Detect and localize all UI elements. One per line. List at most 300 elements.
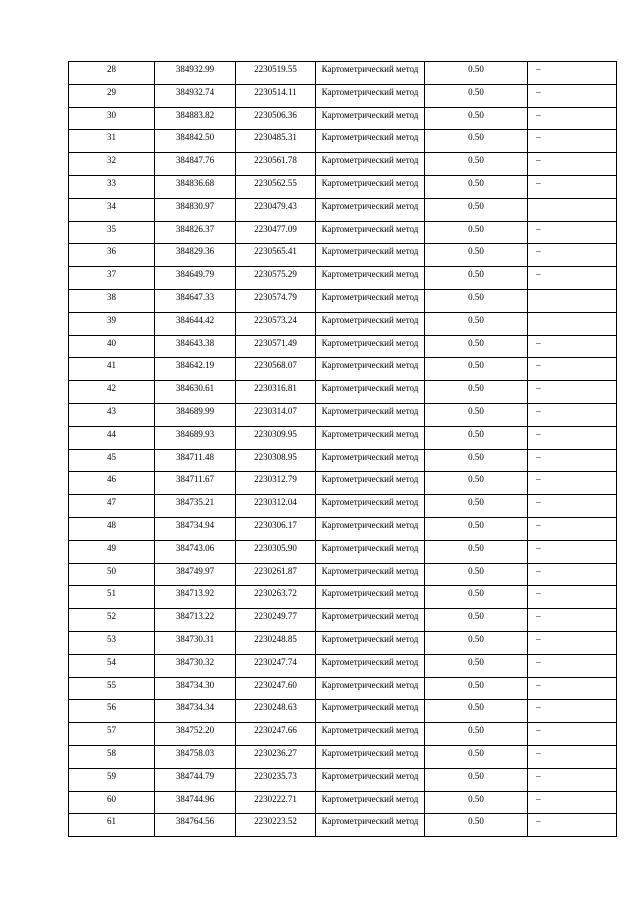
table-row [69,449,617,472]
coordinate-x-cell-text: 384644.42 [175,314,215,325]
note-cell [528,153,617,176]
coordinate-x-cell [155,517,236,540]
note-cell [528,586,617,609]
accuracy-cell [425,654,528,677]
coordinate-y-cell-text: 2230568.07 [254,360,297,371]
table-row [69,62,617,85]
point-number-cell [69,198,155,221]
accuracy-cell-text: 0.50 [468,64,484,74]
note-cell [528,312,617,335]
coordinate-y-cell [236,609,316,632]
point-number-cell [69,175,155,198]
method-cell [316,563,425,586]
table-row [69,130,617,153]
table-row [69,472,617,495]
accuracy-cell [425,221,528,244]
coordinate-x-cell [155,335,236,358]
coordinate-y-cell [236,267,316,290]
coordinate-x-cell [155,153,236,176]
point-number-cell-text: 59 [107,770,116,781]
coordinate-y-cell-text: 2230263.72 [254,588,297,599]
method-cell [316,791,425,814]
table-row [69,563,617,586]
accuracy-cell [425,495,528,518]
point-number-cell-text: 28 [107,64,116,74]
method-cell [316,381,425,404]
note-cell-text: – [536,155,541,166]
method-cell [316,84,425,107]
note-cell [528,654,617,677]
point-number-cell-text: 47 [107,497,116,508]
accuracy-cell-text: 0.50 [468,360,484,371]
note-cell-text: – [536,633,541,644]
method-cell [316,449,425,472]
coordinate-y-cell-text: 2230261.87 [254,565,297,576]
note-cell [528,814,617,837]
method-cell-text: Картометрический метод [321,793,419,804]
coordinate-y-cell-text: 2230574.79 [254,291,297,302]
method-cell [316,723,425,746]
coordinate-y-cell-text: 2230248.85 [254,633,297,644]
method-cell-text: Картометрический метод [321,155,419,166]
coordinate-x-cell-text: 384830.97 [175,200,215,211]
coordinate-x-cell [155,472,236,495]
point-number-cell-text: 29 [107,86,116,97]
coordinate-y-cell [236,677,316,700]
point-number-cell [69,130,155,153]
accuracy-cell [425,540,528,563]
accuracy-cell-text: 0.50 [468,770,484,781]
note-cell-text: – [536,542,541,553]
method-cell-text: Картометрический метод [321,177,419,188]
coordinate-x-cell-text: 384735.21 [175,497,215,508]
note-cell-text: – [536,109,541,120]
note-cell [528,289,617,312]
method-cell [316,495,425,518]
coordinate-y-cell [236,358,316,381]
coordinate-x-cell-text: 384744.96 [175,793,215,804]
accuracy-cell-text: 0.50 [468,200,484,211]
method-cell-text: Картометрический метод [321,86,419,97]
point-number-cell-text: 55 [107,679,116,690]
table-row [69,312,617,335]
point-number-cell [69,517,155,540]
coordinate-y-cell [236,700,316,723]
method-cell [316,198,425,221]
coordinate-x-cell [155,745,236,768]
coordinate-x-cell [155,221,236,244]
coordinate-y-cell [236,198,316,221]
coordinate-x-cell [155,814,236,837]
accuracy-cell [425,267,528,290]
method-cell-text: Картометрический метод [321,565,419,576]
accuracy-cell-text: 0.50 [468,109,484,120]
coordinate-y-cell-text: 2230506.36 [254,109,297,120]
method-cell [316,654,425,677]
accuracy-cell [425,403,528,426]
coordinate-x-cell-text: 384932.74 [175,86,215,97]
coordinate-x-cell-text: 384713.92 [175,588,215,599]
accuracy-cell [425,609,528,632]
accuracy-cell [425,62,528,85]
coordinate-x-cell [155,381,236,404]
accuracy-cell-text: 0.50 [468,291,484,302]
coordinate-x-cell [155,358,236,381]
table-row [69,221,617,244]
point-number-cell [69,153,155,176]
table-row [69,609,617,632]
accuracy-cell-text: 0.50 [468,223,484,234]
coordinate-x-cell-text: 384713.22 [175,611,215,622]
coordinate-y-cell-text: 2230308.95 [254,451,297,462]
point-number-cell-text: 38 [107,291,116,302]
point-number-cell [69,472,155,495]
coordinate-x-cell [155,84,236,107]
accuracy-cell [425,631,528,654]
note-cell [528,745,617,768]
point-number-cell [69,609,155,632]
point-number-cell-text: 41 [107,360,116,371]
method-cell-text: Картометрический метод [321,314,419,325]
table-row [69,403,617,426]
accuracy-cell-text: 0.50 [468,611,484,622]
method-cell-text: Картометрический метод [321,132,419,143]
note-cell [528,723,617,746]
note-cell-text: – [536,725,541,736]
method-cell [316,62,425,85]
note-cell [528,700,617,723]
coordinate-y-cell-text: 2230477.09 [254,223,297,234]
coordinate-y-cell [236,130,316,153]
point-number-cell-text: 54 [107,656,116,667]
note-cell [528,267,617,290]
point-number-cell-text: 37 [107,269,116,280]
accuracy-cell-text: 0.50 [468,177,484,188]
table-row [69,153,617,176]
point-number-cell-text: 34 [107,200,116,211]
accuracy-cell [425,381,528,404]
point-number-cell-text: 49 [107,542,116,553]
table-row [69,335,617,358]
method-cell-text: Картометрический метод [321,337,419,348]
coordinate-y-cell [236,631,316,654]
note-cell-text: – [536,679,541,690]
note-cell-text: – [536,246,541,257]
method-cell [316,586,425,609]
accuracy-cell [425,700,528,723]
method-cell [316,312,425,335]
method-cell [316,540,425,563]
note-cell-text: – [536,405,541,416]
note-cell-text: – [536,177,541,188]
point-number-cell [69,244,155,267]
coordinate-y-cell [236,289,316,312]
point-number-cell [69,403,155,426]
table-row [69,723,617,746]
coordinate-y-cell-text: 2230235.73 [254,770,297,781]
coordinate-y-cell [236,586,316,609]
method-cell-text: Картометрический метод [321,702,419,713]
coordinate-x-cell [155,175,236,198]
point-number-cell [69,84,155,107]
coordinate-y-cell [236,814,316,837]
note-cell-text: – [536,747,541,758]
point-number-cell-text: 46 [107,474,116,485]
point-number-cell [69,312,155,335]
point-number-cell [69,267,155,290]
method-cell [316,677,425,700]
accuracy-cell-text: 0.50 [468,702,484,713]
coordinate-y-cell-text: 2230236.27 [254,747,297,758]
method-cell [316,403,425,426]
accuracy-cell [425,335,528,358]
method-cell [316,244,425,267]
accuracy-cell [425,153,528,176]
coordinate-x-cell-text: 384734.34 [175,702,215,713]
accuracy-cell [425,814,528,837]
table-row [69,540,617,563]
point-number-cell [69,723,155,746]
accuracy-cell-text: 0.50 [468,725,484,736]
coordinate-y-cell-text: 2230314.07 [254,405,297,416]
coordinate-y-cell-text: 2230312.79 [254,474,297,485]
note-cell [528,62,617,85]
point-number-cell [69,289,155,312]
method-cell-text: Картометрический метод [321,200,419,211]
coordinate-y-cell-text: 2230561.78 [254,155,297,166]
coordinate-x-cell [155,700,236,723]
point-number-cell [69,791,155,814]
accuracy-cell-text: 0.50 [468,474,484,485]
note-cell [528,221,617,244]
method-cell [316,153,425,176]
note-cell [528,335,617,358]
point-number-cell [69,814,155,837]
coordinate-x-cell [155,198,236,221]
coordinate-x-cell-text: 384649.79 [175,269,215,280]
table-row [69,244,617,267]
accuracy-cell [425,745,528,768]
coordinate-x-cell-text: 384752.20 [175,725,215,736]
method-cell-text: Картометрический метод [321,451,419,462]
method-cell [316,609,425,632]
method-cell [316,426,425,449]
note-cell-text: – [536,383,541,394]
point-number-cell-text: 36 [107,246,116,257]
point-number-cell-text: 32 [107,155,116,166]
coordinate-y-cell [236,768,316,791]
coordinate-x-cell-text: 384749.97 [175,565,215,576]
accuracy-cell [425,130,528,153]
point-number-cell-text: 44 [107,428,116,439]
coordinate-x-cell [155,62,236,85]
method-cell [316,472,425,495]
table-row [69,768,617,791]
method-cell-text: Картометрический метод [321,633,419,644]
accuracy-cell-text: 0.50 [468,519,484,530]
method-cell-text: Картометрический метод [321,360,419,371]
coordinate-y-cell-text: 2230223.52 [254,816,297,827]
coordinate-x-cell [155,609,236,632]
note-cell-text: – [536,223,541,234]
point-number-cell-text: 56 [107,702,116,713]
coordinate-x-cell-text: 384758.03 [175,747,215,758]
coordinates-table [68,61,617,837]
note-cell [528,631,617,654]
coordinate-y-cell-text: 2230562.55 [254,177,297,188]
note-cell-text: – [536,86,541,97]
coordinate-x-cell-text: 384711.67 [176,474,214,485]
table-row [69,381,617,404]
coordinate-y-cell [236,449,316,472]
accuracy-cell [425,198,528,221]
table-row [69,426,617,449]
coordinate-y-cell-text: 2230479.43 [254,200,297,211]
point-number-cell [69,358,155,381]
coordinate-y-cell [236,654,316,677]
note-cell [528,244,617,267]
point-number-cell-text: 48 [107,519,116,530]
coordinate-x-cell [155,677,236,700]
point-number-cell-text: 39 [107,314,116,325]
table-row [69,814,617,837]
accuracy-cell-text: 0.50 [468,155,484,166]
coordinate-y-cell [236,84,316,107]
point-number-cell-text: 43 [107,405,116,416]
table-row [69,791,617,814]
coordinate-x-cell-text: 384689.93 [175,428,215,439]
note-cell-text: – [536,360,541,371]
accuracy-cell-text: 0.50 [468,428,484,439]
coordinate-y-cell-text: 2230305.90 [254,542,297,553]
point-number-cell-text: 30 [107,109,116,120]
note-cell-text: – [536,428,541,439]
accuracy-cell-text: 0.50 [468,747,484,758]
coordinate-y-cell-text: 2230575.29 [254,269,297,280]
coordinate-x-cell [155,654,236,677]
note-cell-text: – [536,611,541,622]
accuracy-cell-text: 0.50 [468,86,484,97]
coordinate-x-cell-text: 384847.76 [175,155,215,166]
method-cell-text: Картометрический метод [321,611,419,622]
method-cell-text: Картометрический метод [321,725,419,736]
note-cell-text: – [536,451,541,462]
note-cell [528,403,617,426]
point-number-cell-text: 40 [107,337,116,348]
method-cell-text: Картометрический метод [321,588,419,599]
method-cell-text: Картометрический метод [321,223,419,234]
accuracy-cell [425,517,528,540]
note-cell-text: – [536,64,541,74]
accuracy-cell [425,358,528,381]
coordinate-y-cell-text: 2230571.49 [254,337,297,348]
coordinate-x-cell-text: 384829.36 [175,246,215,257]
note-cell-text: – [536,519,541,530]
coordinate-y-cell [236,791,316,814]
point-number-cell [69,654,155,677]
method-cell-text: Картометрический метод [321,269,419,280]
coordinate-y-cell [236,244,316,267]
method-cell-text: Картометрический метод [321,474,419,485]
method-cell-text: Картометрический метод [321,428,419,439]
method-cell-text: Картометрический метод [321,816,419,827]
note-cell [528,540,617,563]
coordinate-x-cell [155,107,236,130]
coordinate-y-cell [236,426,316,449]
coordinate-x-cell [155,244,236,267]
table-row [69,700,617,723]
method-cell-text: Картометрический метод [321,770,419,781]
coordinate-x-cell [155,563,236,586]
coordinate-x-cell [155,495,236,518]
accuracy-cell [425,107,528,130]
note-cell [528,768,617,791]
note-cell [528,449,617,472]
coordinate-x-cell-text: 384836.68 [175,177,215,188]
coordinate-y-cell-text: 2230485.31 [254,132,297,143]
table-row [69,654,617,677]
method-cell-text: Картометрический метод [321,497,419,508]
table-row [69,495,617,518]
point-number-cell [69,495,155,518]
coordinate-y-cell [236,221,316,244]
coordinate-x-cell-text: 384643.38 [175,337,215,348]
note-cell-text: – [536,588,541,599]
table-row [69,631,617,654]
method-cell [316,768,425,791]
coordinate-y-cell-text: 2230312.04 [254,497,297,508]
coordinate-x-cell [155,130,236,153]
coordinate-y-cell [236,540,316,563]
coordinate-x-cell-text: 384642.19 [175,360,215,371]
point-number-cell-text: 61 [107,816,116,827]
coordinate-x-cell [155,267,236,290]
accuracy-cell-text: 0.50 [468,816,484,827]
coordinate-y-cell-text: 2230249.77 [254,611,297,622]
point-number-cell [69,631,155,654]
accuracy-cell [425,289,528,312]
accuracy-cell-text: 0.50 [468,565,484,576]
method-cell-text: Картометрический метод [321,747,419,758]
point-number-cell-text: 58 [107,747,116,758]
note-cell-text: – [536,770,541,781]
accuracy-cell [425,563,528,586]
table-row [69,586,617,609]
accuracy-cell [425,426,528,449]
point-number-cell [69,426,155,449]
point-number-cell [69,563,155,586]
note-cell [528,198,617,221]
method-cell [316,289,425,312]
note-cell [528,609,617,632]
note-cell-text [536,313,616,315]
accuracy-cell-text: 0.50 [468,451,484,462]
accuracy-cell-text: 0.50 [468,588,484,599]
note-cell [528,472,617,495]
note-cell [528,175,617,198]
coordinate-y-cell [236,745,316,768]
point-number-cell-text: 60 [107,793,116,804]
point-number-cell [69,540,155,563]
coordinate-y-cell-text: 2230248.63 [254,702,297,713]
coordinate-x-cell [155,426,236,449]
coordinate-y-cell [236,723,316,746]
method-cell-text: Картометрический метод [321,405,419,416]
table-row [69,745,617,768]
point-number-cell-text: 53 [107,633,116,644]
coordinate-x-cell [155,631,236,654]
note-cell [528,426,617,449]
